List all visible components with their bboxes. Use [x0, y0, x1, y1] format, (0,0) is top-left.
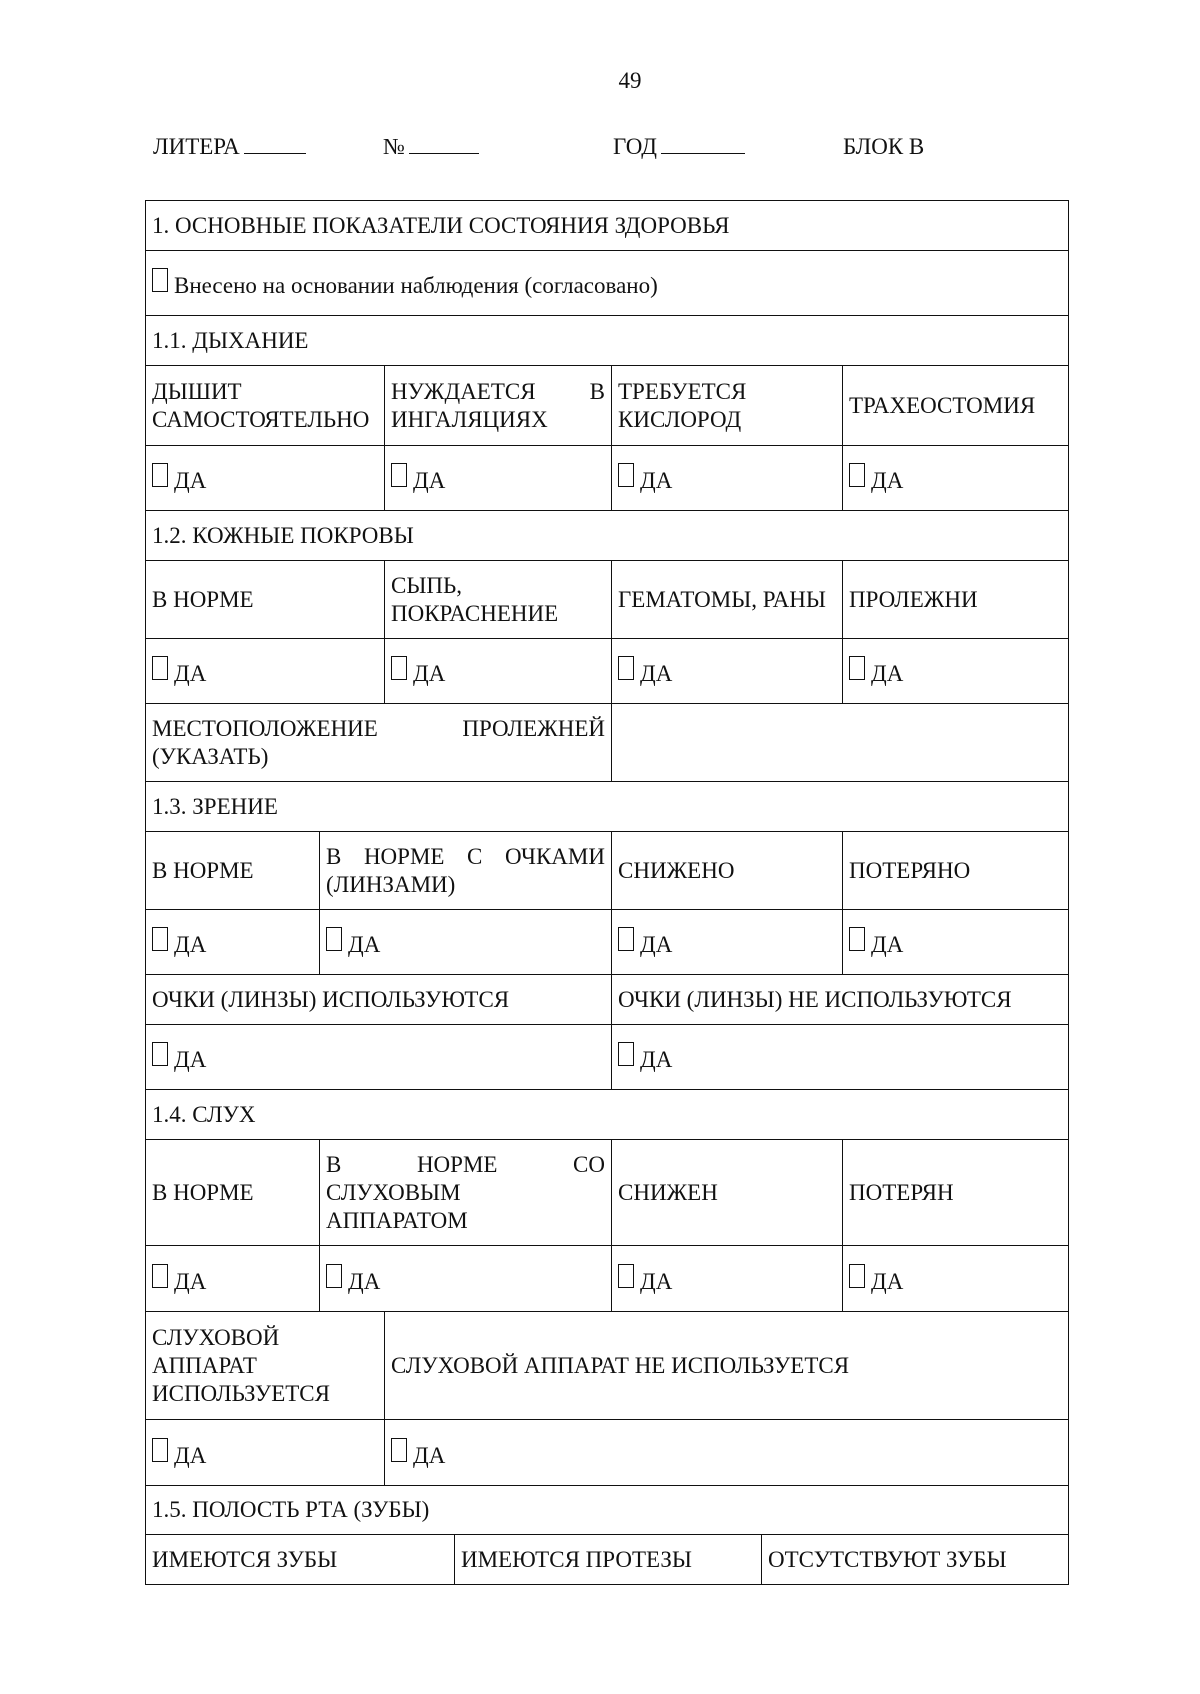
observation-label: Внесено на основании наблюдения (согласовано): [174, 273, 658, 298]
checkbox-box-icon[interactable]: [618, 1042, 634, 1066]
checkbox-box-icon[interactable]: [849, 1264, 865, 1288]
vision-col1-checkbox[interactable]: ДА: [146, 910, 319, 974]
glasses-checkbox-row: [146, 1025, 1068, 1090]
checkbox-box-icon[interactable]: [152, 268, 168, 292]
hearing-title-row: [146, 1090, 1068, 1140]
hearing-col4: ПОТЕРЯН: [842, 1140, 1068, 1245]
checkbox-box-icon[interactable]: [391, 1438, 407, 1462]
vision-col2-word: В: [326, 843, 342, 869]
hearing-col2-checkbox[interactable]: ДА: [319, 1246, 611, 1311]
checkbox-box-icon[interactable]: [152, 1042, 168, 1066]
number-blank[interactable]: [409, 135, 479, 154]
litera-field[interactable]: [153, 134, 306, 160]
checkbox-box-icon[interactable]: [849, 656, 865, 680]
skin-col3: ГЕМАТОМЫ, РАНЫ: [611, 561, 842, 638]
skin-col2: СЫПЬ, ПОКРАСНЕНИЕ: [384, 561, 611, 638]
checkbox-box-icon[interactable]: [152, 463, 168, 487]
breathing-col4: ТРАХЕОСТОМИЯ: [842, 366, 1068, 445]
litera-blank[interactable]: [244, 135, 306, 154]
vision-col2-word: С: [467, 843, 483, 869]
mouth-col2: ИМЕЮТСЯ ПРОТЕЗЫ: [454, 1535, 761, 1584]
skin-header-row: [146, 561, 1068, 639]
breathing-col3: ТРЕБУЕТСЯ КИСЛОРОД: [611, 366, 842, 445]
glasses-used-label: ОЧКИ (ЛИНЗЫ) ИСПОЛЬЗУЮТСЯ: [152, 986, 510, 1012]
hearing-header-row: [146, 1140, 1068, 1246]
breathing-col2-part-b: В: [589, 378, 605, 404]
checkbox-box-icon[interactable]: [152, 927, 168, 951]
breathing-title-row: [146, 316, 1068, 366]
section1-title-row: [146, 201, 1068, 251]
skin-col3-checkbox[interactable]: ДА: [611, 639, 842, 703]
year-field[interactable]: [613, 134, 745, 160]
checkbox-box-icon[interactable]: [152, 1264, 168, 1288]
checkbox-box-icon[interactable]: [618, 927, 634, 951]
checkbox-box-icon[interactable]: [391, 463, 407, 487]
checkbox-box-icon[interactable]: [618, 656, 634, 680]
glasses-not-used-label: ОЧКИ (ЛИНЗЫ) НЕ ИСПОЛЬЗУЮТСЯ: [611, 975, 1068, 1024]
hearing-title: 1.4. СЛУХ: [152, 1101, 256, 1127]
breathing-header-row: [146, 366, 1068, 446]
checkbox-box-icon[interactable]: [326, 1264, 342, 1288]
skin-col1: В НОРМЕ: [152, 586, 254, 612]
mouth-header-row: [146, 1535, 1068, 1585]
observation-checkbox[interactable]: [146, 251, 1068, 315]
skin-col4: ПРОЛЕЖНИ: [842, 561, 1068, 638]
hearing-col3-checkbox[interactable]: ДА: [611, 1246, 842, 1311]
vision-col2-word: НОРМЕ: [363, 843, 445, 869]
hearing-aid-checkbox-row: [146, 1420, 1068, 1486]
breathing-col2: [384, 366, 611, 445]
checkbox-box-icon[interactable]: [152, 1438, 168, 1462]
mouth-col1: ИМЕЮТСЯ ЗУБЫ: [152, 1546, 338, 1572]
vision-checkbox-row: [146, 910, 1068, 975]
observation-row: [146, 251, 1068, 316]
breathing-col4-checkbox[interactable]: ДА: [842, 446, 1068, 510]
vision-header-row: [146, 832, 1068, 910]
section1-title: 1. ОСНОВНЫЕ ПОКАЗАТЕЛИ СОСТОЯНИЯ ЗДОРОВЬЯ: [152, 212, 730, 238]
glasses-used-checkbox[interactable]: ДА: [146, 1025, 611, 1089]
pressure-sore-location-label: МЕСТОПОЛОЖЕНИЕ ПРОЛЕЖНЕЙ (УКАЗАТЬ): [152, 715, 605, 769]
hearing-checkbox-row: [146, 1246, 1068, 1312]
breathing-col2-part-c: ИНГАЛЯЦИЯХ: [391, 406, 548, 432]
page-number: 49: [618, 68, 642, 93]
checkbox-box-icon[interactable]: [618, 1264, 634, 1288]
vision-col2: [319, 832, 611, 909]
pressure-sore-location-input[interactable]: [611, 704, 1068, 781]
breathing-checkbox-row: [146, 446, 1068, 511]
hearing-col3: СНИЖЕН: [611, 1140, 842, 1245]
mouth-col3: ОТСУТСТВУЮТ ЗУБЫ: [761, 1535, 1068, 1584]
hearing-aid-header-row: [146, 1312, 1068, 1420]
hearing-col1-checkbox[interactable]: ДА: [146, 1246, 319, 1311]
hearing-col4-checkbox[interactable]: ДА: [842, 1246, 1068, 1311]
hearing-aid-not-used-label: СЛУХОВОЙ АППАРАТ НЕ ИСПОЛЬЗУЕТСЯ: [384, 1312, 1068, 1419]
mouth-title: 1.5. ПОЛОСТЬ РТА (ЗУБЫ): [152, 1497, 430, 1522]
breathing-col3-checkbox[interactable]: ДА: [611, 446, 842, 510]
vision-col2-part-b: (ЛИНЗАМИ): [326, 871, 456, 897]
hearing-aid-not-used-checkbox[interactable]: ДА: [384, 1420, 1068, 1485]
skin-col4-checkbox[interactable]: ДА: [842, 639, 1068, 703]
breathing-col2-checkbox[interactable]: ДА: [384, 446, 611, 510]
litera-label: ЛИТЕРА: [153, 134, 240, 159]
vision-col4: ПОТЕРЯНО: [842, 832, 1068, 909]
vision-col2-checkbox[interactable]: ДА: [319, 910, 611, 974]
checkbox-box-icon[interactable]: [326, 927, 342, 951]
hearing-aid-used-checkbox[interactable]: ДА: [146, 1420, 384, 1485]
breathing-col1-checkbox[interactable]: ДА: [146, 446, 384, 510]
glasses-header-row: [146, 975, 1068, 1025]
number-label: №: [383, 134, 405, 159]
vision-col2-word: ОЧКАМИ: [504, 843, 605, 869]
skin-checkbox-row: [146, 639, 1068, 704]
breathing-title: 1.1. ДЫХАНИЕ: [152, 327, 309, 353]
vision-col3-checkbox[interactable]: ДА: [611, 910, 842, 974]
hearing-col2: В НОРМЕ СО СЛУХОВЫМ АППАРАТОМ: [319, 1140, 611, 1245]
pressure-sore-location-row: [146, 704, 1068, 782]
vision-col4-checkbox[interactable]: ДА: [842, 910, 1068, 974]
skin-title: 1.2. КОЖНЫЕ ПОКРОВЫ: [152, 522, 414, 548]
vision-col3: СНИЖЕНО: [611, 832, 842, 909]
glasses-not-used-checkbox[interactable]: ДА: [611, 1025, 1068, 1089]
vision-title: 1.3. ЗРЕНИЕ: [152, 793, 278, 819]
year-label: ГОД: [613, 134, 657, 159]
skin-col1-checkbox[interactable]: ДА: [146, 639, 384, 703]
number-field[interactable]: [383, 134, 479, 160]
checkbox-box-icon[interactable]: [849, 463, 865, 487]
breathing-col2-part-a: НУЖДАЕТСЯ: [391, 378, 536, 404]
block-label: БЛОК В: [843, 134, 925, 159]
year-blank[interactable]: [661, 135, 745, 154]
checkbox-box-icon[interactable]: [391, 656, 407, 680]
skin-col2-checkbox[interactable]: ДА: [384, 639, 611, 703]
checkbox-box-icon[interactable]: [618, 463, 634, 487]
checkbox-box-icon[interactable]: [849, 927, 865, 951]
hearing-col1: В НОРМЕ: [152, 1179, 254, 1205]
hearing-aid-used-label: СЛУХОВОЙ АППАРАТ ИСПОЛЬЗУЕТСЯ: [152, 1324, 330, 1406]
checkbox-box-icon[interactable]: [152, 656, 168, 680]
mouth-title-row: [146, 1486, 1068, 1535]
breathing-col1: ДЫШИТ САМОСТОЯТЕЛЬНО: [152, 378, 370, 432]
health-form-table: [145, 200, 1069, 1585]
skin-title-row: [146, 511, 1068, 561]
vision-col1: В НОРМЕ: [152, 857, 254, 883]
vision-title-row: [146, 782, 1068, 832]
